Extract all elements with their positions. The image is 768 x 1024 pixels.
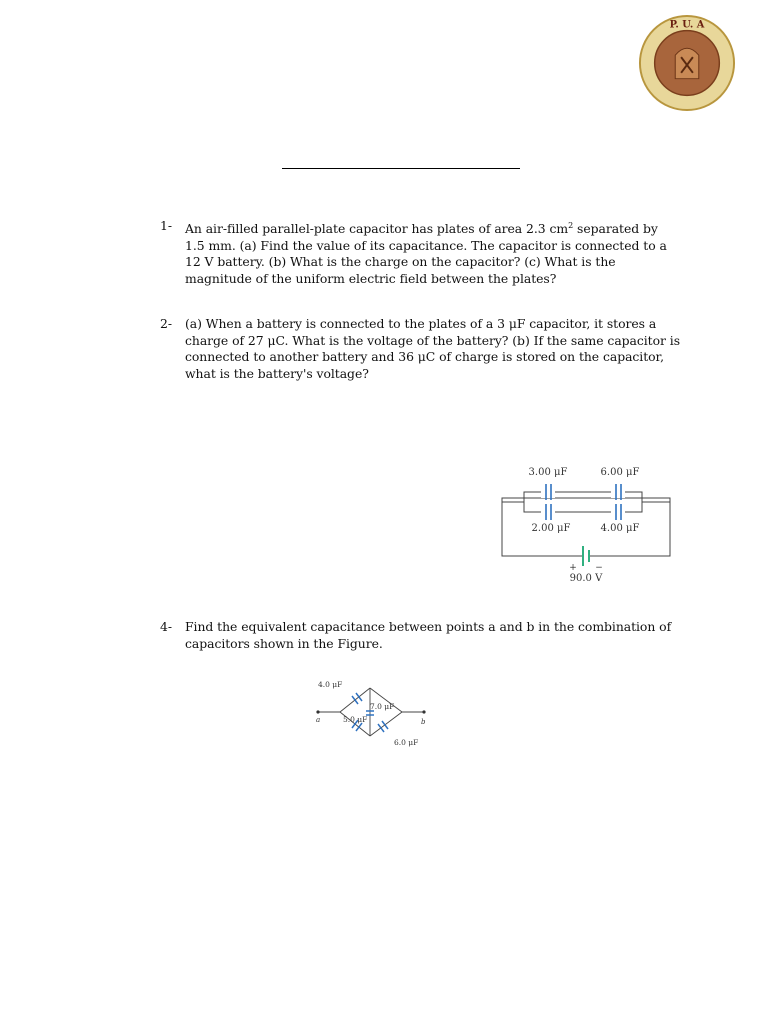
question-number: 4-: [160, 619, 173, 634]
battery-voltage-label: 90.0 V: [569, 573, 603, 584]
capacitor-circuit-figure: [496, 460, 676, 586]
question-text: [185, 218, 680, 288]
point-a-terminal: [316, 710, 319, 713]
capacitor-label: 2.00 μF: [531, 523, 571, 534]
university-logo: [638, 14, 736, 112]
point-a-label: a: [316, 716, 321, 724]
question-4: [160, 619, 680, 652]
circuit-wires: [502, 492, 670, 556]
capacitor-label: 3.00 μF: [528, 467, 568, 478]
capacitor-plates: [541, 484, 625, 520]
capacitor-label: 5.0 μF: [343, 715, 368, 724]
point-b-label: b: [421, 718, 426, 726]
battery-minus: −: [595, 563, 603, 573]
capacitor-label: 6.0 μF: [394, 738, 419, 747]
logo-letters: P. U. A: [669, 19, 705, 31]
question-text-part: An air-filled parallel-plate capacitor has plates of area 2.3 cm: [185, 221, 569, 237]
point-b-terminal: [422, 710, 425, 713]
question-text: (a) When a battery is connected to the plates of a 3 μF capacitor, it stores a charge of 27 μC. What is the voltage of the battery? (b) If the same capacitor is connected to another battery and 36 μC of charge is stored on the capacitor, what is the battery's voltage?: [185, 316, 681, 381]
capacitor-label: 7.0 μF: [370, 702, 395, 711]
battery-plus: +: [569, 563, 577, 573]
question-number: 2-: [160, 316, 173, 331]
network-wires: [318, 688, 424, 736]
capacitor-label: 4.0 μF: [318, 680, 343, 689]
battery-gap: [576, 550, 596, 564]
question-text-part: separated by 1.5 mm. (a) Find the value of its capacitance. The capacitor is connected to a 12 V battery. (b) What is the charge on the capacitor? (c) What is the magnitude of the uniform electric field between the plates?: [185, 221, 667, 286]
capacitor-label: 6.00 μF: [600, 467, 640, 478]
question-text: Find the equivalent capacitance between points a and b in the combination of capacitors shown in the Figure.: [185, 619, 672, 651]
title-underline: [282, 168, 520, 169]
capacitor-combination-figure: [310, 674, 434, 750]
capacitor-label: 4.00 μF: [600, 523, 640, 534]
question-number: 1-: [160, 218, 173, 233]
question-2: [160, 316, 680, 382]
superscript: 2: [568, 221, 574, 230]
question-1: [160, 218, 680, 288]
